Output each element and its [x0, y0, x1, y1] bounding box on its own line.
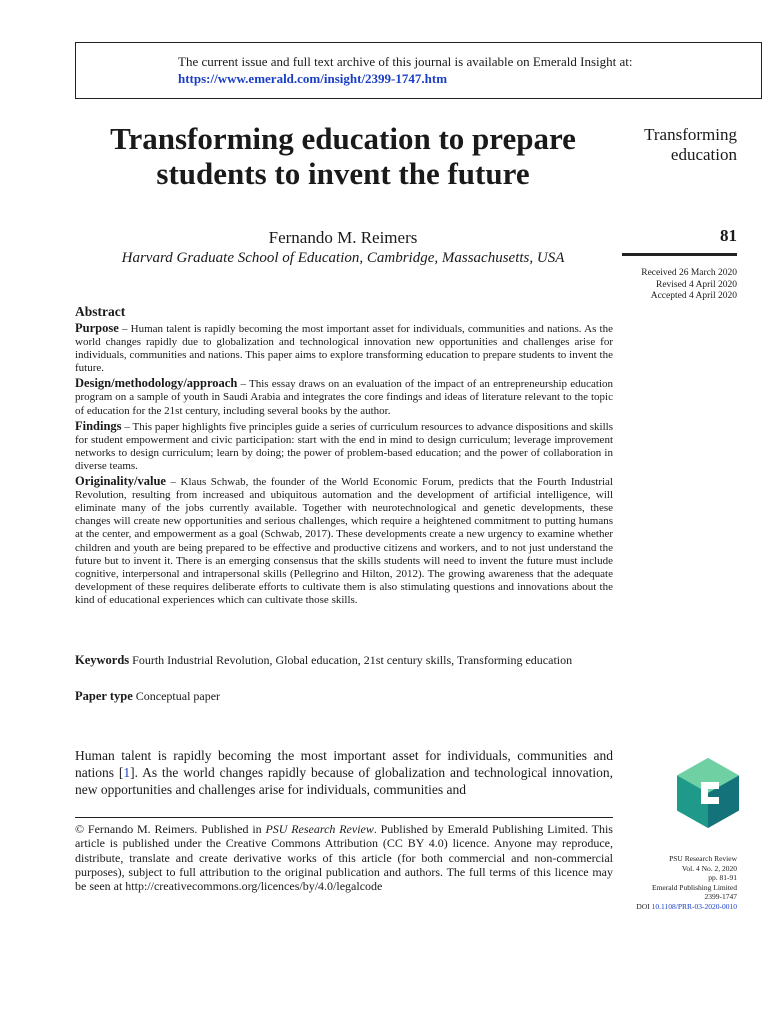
emerald-publisher-logo-icon: [677, 758, 739, 828]
reference-link-1[interactable]: 1: [123, 765, 131, 780]
doi-link[interactable]: 10.1108/PRR-03-2020-0010: [651, 901, 737, 911]
journal-info: [577, 854, 737, 911]
body-text-rest: . As the world changes rapidly because of globalization and technological innovation, new opportunities and challenges arise for individuals, communities and: [75, 765, 613, 797]
paper-type: [75, 689, 613, 704]
received-date: Received 26 March 2020: [641, 268, 737, 278]
findings-text: – This paper highlights five principles guide a series of curriculum resources to advance dispositions and skills for student empowerment and civic participation: start with the end in mind to design curriculum; leverage improvement networks to design curriculum; learn by doing; the power of problem-based education; and the power of collaboration in diverse teams.: [75, 420, 613, 472]
page-number: 81: [720, 226, 737, 245]
findings-label: Findings: [75, 418, 122, 433]
notice-text: The current issue and full text archive of this journal is available on Emerald Insight at:: [178, 54, 633, 69]
design-text: – This essay draws on an evaluation of the impact of an entrepreneurship education program on a sample of youth in Saudi Arabia and integrates the core findings and ideas of literature relevant to the topic of education for the 21st century, including several books by the author.: [75, 378, 613, 417]
abstract-design: [75, 377, 613, 417]
keywords-label: Keywords: [75, 653, 130, 667]
article-title: Transforming education to prepare students to invent the future: [110, 121, 576, 191]
margin-rule: [622, 253, 737, 256]
running-title: Transforming education: [644, 125, 737, 164]
footnote-prefix: © Fernando M. Reimers. Published in: [75, 822, 266, 836]
ref-close-bracket: ]: [130, 765, 135, 780]
abstract-heading: Abstract: [75, 304, 126, 319]
journal-publisher: Emerald Publishing Limited: [652, 882, 737, 892]
journal-name: PSU Research Review: [669, 854, 737, 863]
originality-label: Originality/value: [75, 474, 166, 489]
doi-label: DOI: [636, 901, 652, 911]
abstract-findings: [75, 420, 613, 473]
journal-doi: [577, 902, 737, 912]
journal-access-notice: [75, 42, 762, 99]
accepted-date: Accepted 4 April 2020: [650, 291, 737, 301]
keywords-text: Fourth Industrial Revolution, Global education, 21st century skills, Transforming education: [129, 653, 573, 667]
structured-abstract: [75, 322, 613, 609]
article-dates: [577, 268, 737, 303]
keywords: [75, 653, 613, 668]
footnote-rest: . Published by Emerald Publishing Limited. This article is published under the Creative Commons Attribution (CC BY 4.0) licence. Anyone may reproduce, distribute, translate and create derivative works of this article (for both commercial and non-commercial purposes), subject to full attribution to the original publication and authors. The full terms of this licence may be seen at http://creativecommons.org/licences/by/4.0/legalcode: [75, 822, 613, 894]
footnote-journal-name: PSU Research Review: [265, 822, 374, 836]
ref-open-bracket: [: [118, 765, 124, 780]
originality-text: – Klaus Schwab, the founder of the World Economic Forum, predicts that the Fourth Industrial Revolution, resulting from increased and ubiquitous automation and the development of artificial intelligence, will eliminate many of the jobs currently available. Together with neurotechnological and genetic developments, these changes will create new opportunities and serious challenges, which require a heightened commitment to putting humans at the center, and empowerment as a goal (Schwab, 2017). These developments create a new urgency to examine whether children and youth are being prepared to be effective and productive citizens and workers, and to not just understand the future but to invent it. There is an emerging consensus that the skills students will need to invent the future must include cognitive, interpersonal and intrapersonal skills (Pellegrino and Hilton, 2012). The growing awareness that the adequate development of these requires deliberate efforts to cultivate them is also stimulating questions and innovations about the kind of educational experiences which can cultivate those skills.: [75, 476, 613, 606]
design-label: Design/methodology/approach: [75, 376, 238, 391]
paper-type-label: Paper type: [75, 689, 133, 703]
purpose-label: Purpose: [75, 321, 119, 335]
journal-volume: Vol. 4 No. 2, 2020: [681, 863, 737, 873]
abstract-purpose: [75, 322, 613, 375]
paper-type-text: Conceptual paper: [132, 689, 221, 703]
purpose-text: – Human talent is rapidly becoming the most important asset for individuals, communities and nations. As the world changes rapidly due to globalization and technological innovation new opportunities and challenges arise for individuals, communities and nations. This paper aims to explore transforming education to prepare students to invent the future.: [75, 323, 613, 375]
copyright-footnote: [75, 822, 613, 893]
revised-date: Revised 4 April 2020: [655, 279, 737, 290]
author-affiliation: Harvard Graduate School of Education, Cambridge, Massachusetts, USA: [121, 250, 565, 266]
author-name: Fernando M. Reimers: [268, 228, 418, 247]
footnote-rule: [75, 817, 613, 818]
journal-url-link[interactable]: https://www.emerald.com/insight/2399-1747.htm: [178, 71, 448, 86]
journal-issn: 2399-1747: [704, 892, 737, 901]
journal-pages: pp. 81-91: [708, 873, 737, 882]
body-text-start: Human talent is rapidly becoming the most important asset for individuals, communities and nations: [75, 748, 613, 780]
abstract-originality: [75, 475, 613, 607]
body-paragraph: [75, 747, 613, 798]
